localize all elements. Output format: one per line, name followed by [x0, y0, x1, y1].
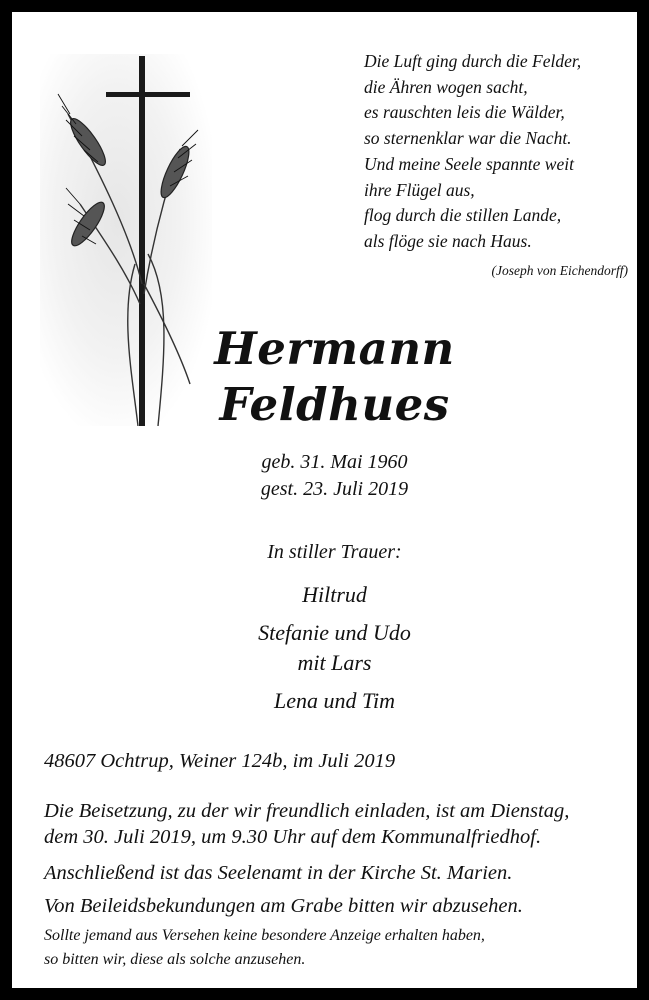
condolence-note: Von Beileidsbekundungen am Grabe bitten wir abzusehen.: [44, 895, 523, 917]
funeral-details-line: dem 30. Juli 2019, um 9.30 Uhr auf dem Kommunalfriedhof.: [44, 826, 542, 848]
address-line: 48607 Ochtrup, Weiner 124b, im Juli 2019: [44, 750, 396, 772]
poem-line: als flöge sie nach Haus.: [364, 230, 532, 251]
deceased-first-name: Hermann: [214, 322, 455, 375]
requiem-note: Anschließend ist das Seelenamt in der Kirche St. Marien.: [44, 862, 513, 884]
mourning-heading: In stiller Trauer:: [267, 541, 402, 563]
mourner-name: Stefanie und Udo: [258, 620, 411, 645]
death-date: gest. 23. Juli 2019: [260, 478, 409, 500]
poem-line: flog durch die stillen Lande,: [364, 205, 562, 226]
mourner-name: Hiltrud: [302, 582, 367, 607]
notice-footnote: Sollte jemand aus Versehen keine besondere Anzeige erhalten haben,: [44, 927, 485, 944]
poem-line: die Ähren wogen sacht,: [364, 76, 528, 97]
poem-line: es rauschten leis die Wälder,: [364, 102, 565, 123]
poem-line: so sternenklar war die Nacht.: [364, 128, 572, 149]
mourner-name: Lena und Tim: [273, 688, 396, 713]
poem-author: (Joseph von Eichendorff): [491, 262, 628, 278]
life-dates: [162, 449, 507, 503]
poem-line: Die Luft ging durch die Felder,: [364, 51, 582, 71]
deceased-last-name: Feldhues: [219, 378, 450, 431]
poem-line: ihre Flügel aus,: [364, 179, 475, 200]
funeral-details-line: Die Beisetzung, zu der wir freundlich einladen, ist am Dienstag,: [44, 800, 570, 822]
poem-line: Und meine Seele spannte weit: [364, 153, 574, 174]
poem: [364, 49, 634, 281]
birth-date: geb. 31. Mai 1960: [261, 451, 408, 473]
notice-footnote: so bitten wir, diese als solche anzusehen.: [44, 951, 306, 968]
mourner-name: mit Lars: [297, 650, 372, 675]
